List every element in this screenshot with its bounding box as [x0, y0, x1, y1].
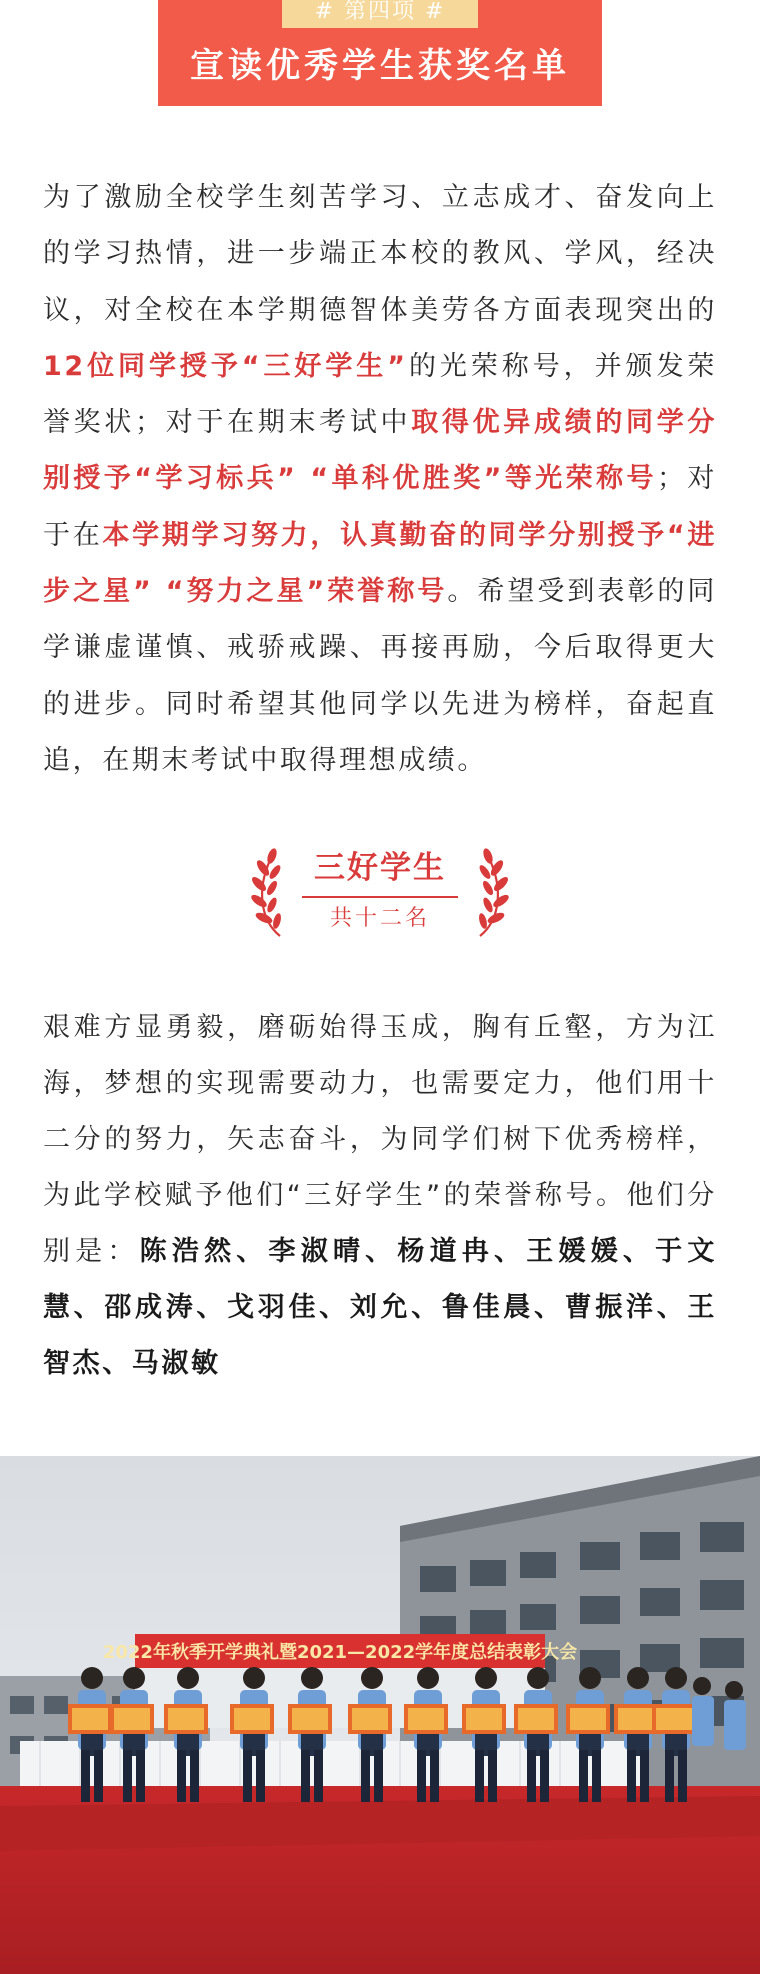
section-header: [158, 0, 602, 106]
award-title: 三好学生: [314, 850, 446, 886]
laurel-left-icon: [250, 848, 294, 940]
award-heading: [250, 842, 510, 942]
section-tag: # 第四项 #: [282, 0, 478, 28]
photo-banner-text: 2022年秋季开学典礼暨2021—2022学年度总结表彰大会: [102, 1642, 578, 1663]
honor-text: 艰难方显勇毅，磨砺始得玉成，胸有丘壑，方为江海，梦想的实现需要动力，也需要定力，他们用十二分的努力，矢志奋斗，为同学们树下优秀榜样，为此学校赋予他们“三好学生”的荣誉称号。他们分别是：: [43, 1012, 717, 1267]
intro-text-2: 的光荣称号，并颁发荣誉奖状；对于在期末考试中: [43, 350, 718, 439]
ceremony-photo: [0, 1456, 760, 1974]
intro-highlight-3: 本学期学习努力，认真勤奋的同学分别授予“进步之星” “努力之星”荣誉称号: [43, 519, 717, 608]
award-divider: [302, 896, 458, 898]
ceremony-photo-image: [0, 1456, 760, 1974]
intro-paragraph: [43, 170, 717, 789]
intro-text-4: 。希望受到表彰的同学谦虚谨慎、戒骄戒躁、再接再励，今后取得更大的进步。同时希望其他同学以先进为榜样，奋起直追，在期末考试中取得理想成绩。: [43, 576, 717, 776]
intro-highlight-2: 取得优异成绩的同学分别授予“学习标兵” “单科优胜奖”等光荣称号: [43, 407, 718, 495]
laurel-right-icon: [466, 848, 510, 940]
award-subtitle: 共十二名: [329, 906, 430, 931]
intro-highlight-1: 12位同学授予“三好学生”: [43, 350, 408, 382]
intro-text-3: ；对于在: [43, 463, 717, 551]
honor-paragraph: [43, 1000, 717, 1392]
intro-text-1: 为了激励全校学生刻苦学习、立志成才、奋发向上的学习热情，进一步端正本校的教风、学风，经决议，对全校在本学期德智体美劳各方面表现突出的: [43, 182, 717, 326]
section-title: 宣读优秀学生获奖名单: [190, 46, 570, 86]
honor-names: 陈浩然、李淑晴、杨道冉、王媛媛、于文慧、邵成涛、戈羽佳、刘允、鲁佳晨、曹振洋、王智杰、马淑敏: [43, 1236, 717, 1379]
